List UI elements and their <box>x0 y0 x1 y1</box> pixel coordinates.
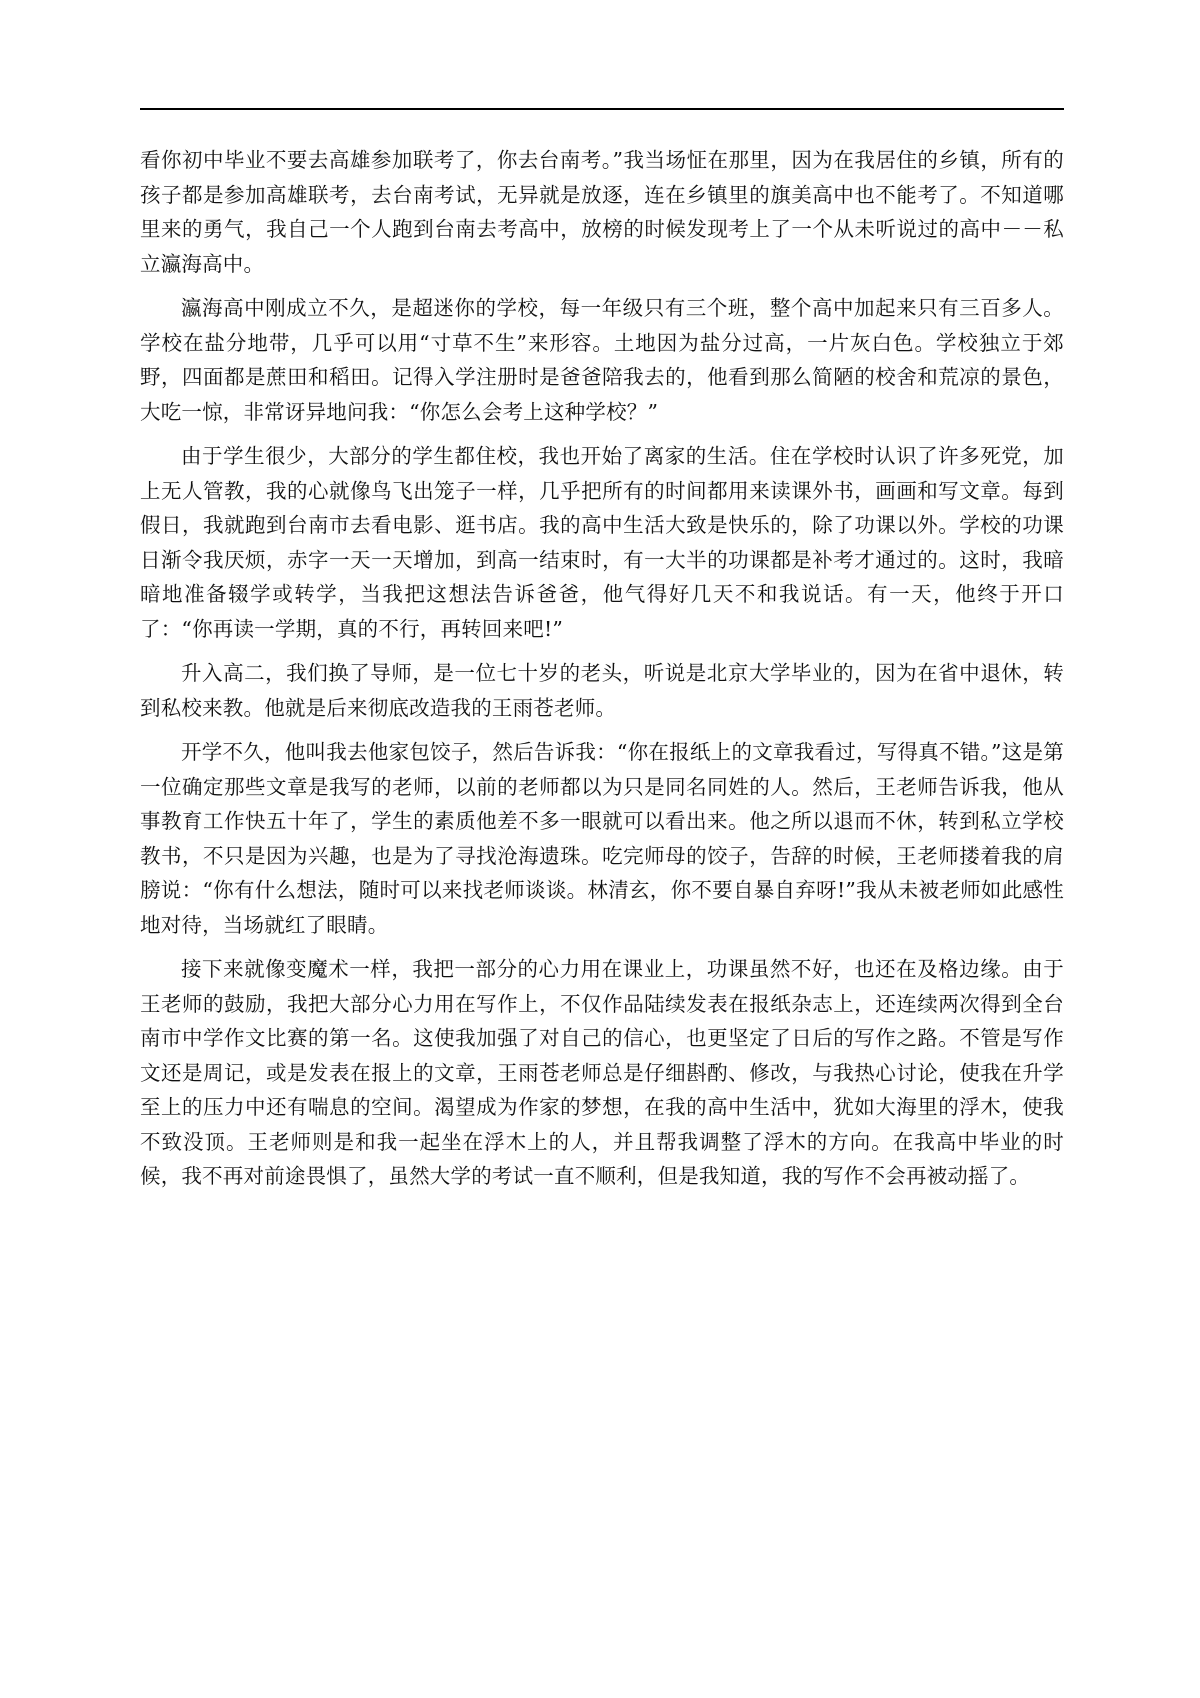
header-rule <box>140 108 1064 110</box>
paragraph-6: 接下来就像变魔术一样，我把一部分的心力用在课业上，功课虽然不好，也还在及格边缘。由于王老师的鼓励，我把大部分心力用在写作上，不仅作品陆续发表在报纸杂志上，还连续两次得到全台南市中学作文比赛的第一名。这使我加强了对自己的信心，也更坚定了日后的写作之路。不管是写作文还是周记，或是发表在报上的文章，王雨苍老师总是仔细斟酌、修改，与我热心讨论，使我在升学至上的压力中还有喘息的空间。渴望成为作家的梦想，在我的高中生活中，犹如大海里的浮木，使我不致没顶。王老师则是和我一起坐在浮木上的人，并且帮我调整了浮木的方向。在我高中毕业的时候，我不再对前途畏惧了，虽然大学的考试一直不顺利，但是我知道，我的写作不会再被动摇了。 <box>140 957 1064 1188</box>
document-body <box>140 143 1064 1204</box>
paragraph-5: 开学不久，他叫我去他家包饺子，然后告诉我：“你在报纸上的文章我看过，写得真不错。”这是第一位确定那些文章是我写的老师，以前的老师都以为只是同名同姓的人。然后，王老师告诉我，他从事教育工作快五十年了，学生的素质他差不多一眼就可以看出来。他之所以退而不休，转到私立学校教书，不只是因为兴趣，也是为了寻找沧海遗珠。吃完师母的饺子，告辞的时候，王老师搂着我的肩膀说：“你有什么想法，随时可以来找老师谈谈。林清玄，你不要自暴自弃呀!”我从未被老师如此感性地对待，当场就红了眼睛。 <box>140 740 1064 937</box>
paragraph-3: 由于学生很少，大部分的学生都住校，我也开始了离家的生活。住在学校时认识了许多死党，加上无人管教，我的心就像鸟飞出笼子一样，几乎把所有的时间都用来读课外书，画画和写文章。每到假日，我就跑到台南市去看电影、逛书店。我的高中生活大致是快乐的，除了功课以外。学校的功课日渐令我厌烦，赤字一天一天增加，到高一结束时，有一大半的功课都是补考才通过的。这时，我暗暗地准备辍学或转学，当我把这想法告诉爸爸，他气得好几天不和我说话。有一天，他终于开口了：“你再读一学期，真的不行，再转回来吧!” <box>140 444 1064 641</box>
paragraph-1: 看你初中毕业不要去高雄参加联考了，你去台南考。”我当场怔在那里，因为在我居住的乡镇，所有的孩子都是参加高雄联考，去台南考试，无异就是放逐，连在乡镇里的旗美高中也不能考了。不知道哪里来的勇气，我自己一个人跑到台南去考高中，放榜的时候发现考上了一个从未听说过的高中－－私立瀛海高中。 <box>140 148 1064 276</box>
paragraph-4: 升入高二，我们换了导师，是一位七十岁的老头，听说是北京大学毕业的，因为在省中退休，转到私校来教。他就是后来彻底改造我的王雨苍老师。 <box>140 661 1064 720</box>
paragraph-2: 瀛海高中刚成立不久，是超迷你的学校，每一年级只有三个班，整个高中加起来只有三百多人。学校在盐分地带，几乎可以用“寸草不生”来形容。土地因为盐分过高，一片灰白色。学校独立于郊野，四面都是蔗田和稻田。记得入学注册时是爸爸陪我去的，他看到那么简陋的校舍和荒凉的景色，大吃一惊，非常讶异地问我：“你怎么会考上这种学校？” <box>140 296 1064 424</box>
